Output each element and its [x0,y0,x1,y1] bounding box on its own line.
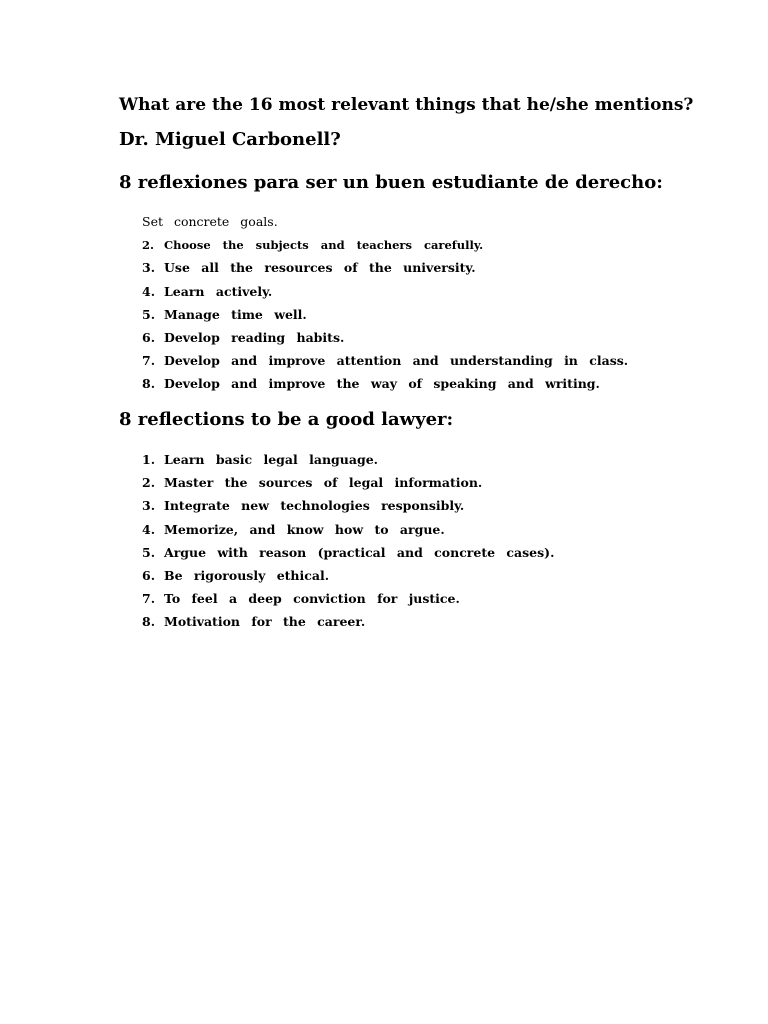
list-item [142,451,554,474]
list-item [142,497,554,520]
list-item-number: 3. [142,260,156,276]
list-item [142,375,628,398]
list-item [142,474,554,497]
author-heading: Dr. Miguel Carbonell? [119,129,341,150]
list-item-text: To feel a deep conviction for justice. [164,591,460,607]
section-title-lawyer: 8 reflections to be a good lawyer: [119,409,454,430]
list-item-text: Learn actively. [164,283,273,299]
list-item [142,613,554,636]
student-reflections-list [142,213,628,399]
list-item [142,259,628,282]
list-item-number: 5. [142,544,156,560]
list-item-number: 6. [142,329,156,345]
list-item-number: 7. [142,353,156,369]
list-item-text: Manage time well. [164,306,307,322]
list-item-text: Memorize, and know how to argue. [164,521,445,537]
list-item [142,567,554,590]
list-item-text: Master the sources of legal information. [164,475,483,491]
list-item-text: Develop reading habits. [164,329,345,345]
list-item-text: Choose the subjects and teachers carefully. [164,238,484,253]
list-item [142,306,628,329]
list-item-number: 8. [142,376,156,392]
list-item-text: Motivation for the career. [164,614,366,630]
list-item [142,352,628,375]
list-item-text: Set concrete goals. [142,214,278,229]
list-item-text: Argue with reason (practical and concrete cases). [164,544,555,560]
list-item [142,213,628,236]
list-item-text: Learn basic legal language. [164,452,379,467]
list-item [142,329,628,352]
list-item-number: 4. [142,521,156,537]
section-title-student: 8 reflexiones para ser un buen estudiante de derecho: [119,172,663,193]
list-item-number: 3. [142,498,156,514]
question-heading: What are the 16 most relevant things that he/she mentions? [119,95,694,115]
list-item-text: Use all the resources of the university. [164,260,476,276]
list-item-number: 5. [142,306,156,322]
list-item-text: Develop and improve the way of speaking and writing. [164,376,600,392]
list-item-text: Be rigorously ethical. [164,567,330,583]
list-item [142,236,628,259]
list-item-number: 6. [142,567,156,583]
list-item-number: 8. [142,614,156,630]
list-item-number: 4. [142,283,156,299]
list-item [142,544,554,567]
lawyer-reflections-list [142,451,554,637]
list-item [142,521,554,544]
list-item-number: 7. [142,591,156,607]
list-item-number: 1. [142,452,156,467]
list-item-text: Develop and improve attention and understanding in class. [164,353,629,369]
list-item-number: 2. [142,475,156,491]
list-item [142,283,628,306]
list-item [142,590,554,613]
list-item-number: 2. [142,238,155,253]
list-item-text: Integrate new technologies responsibly. [164,498,465,514]
